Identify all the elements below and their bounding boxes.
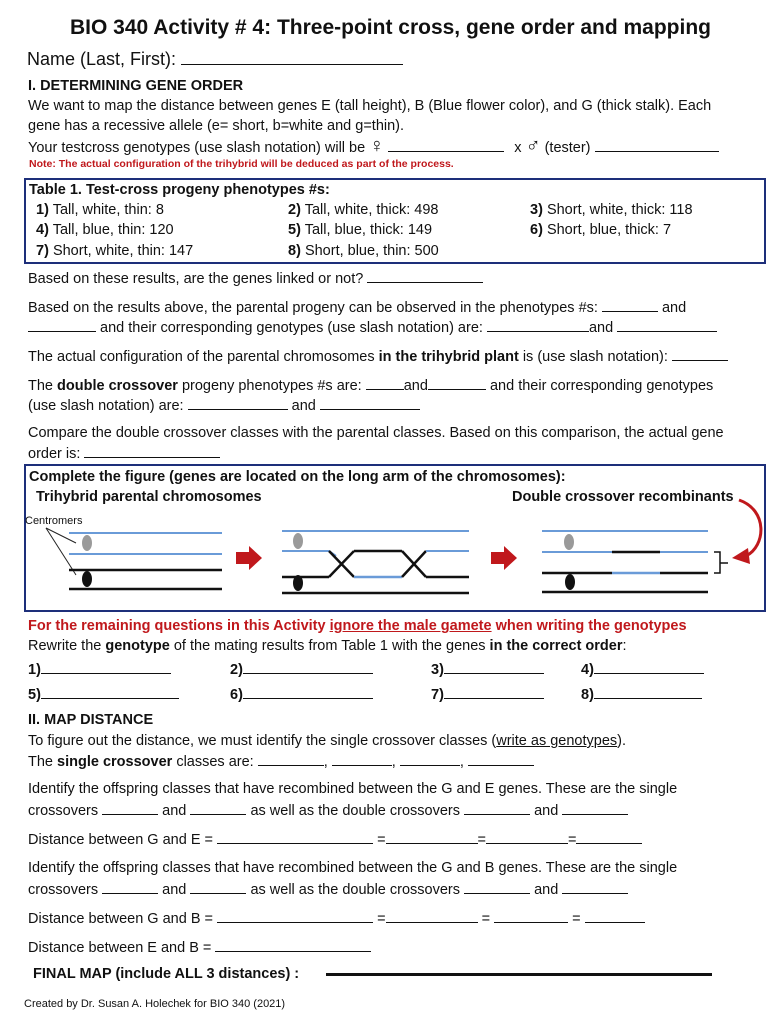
rewrite-answer: 5)	[28, 684, 179, 704]
dco-phenotype-blank[interactable]	[366, 375, 404, 390]
dist-ge-blank[interactable]	[486, 829, 568, 844]
parental-question-line1: Based on the results above, the parental progeny can be observed in the phenotypes #s: and	[28, 297, 686, 317]
intro-line-1: We want to map the distance between genes E (tall height), B (Blue flower color), and G (thick stalk). Each	[28, 98, 712, 114]
dist-gb-blank[interactable]	[386, 908, 478, 923]
dist-eb-line: Distance between E and B =	[28, 937, 371, 957]
dist-gb-blank[interactable]	[217, 908, 373, 923]
dco-phenotype-blank[interactable]	[428, 375, 486, 390]
male-symbol-icon: ♂	[525, 135, 541, 157]
actual-config-blank[interactable]	[672, 346, 728, 361]
name-label	[27, 49, 403, 70]
rewrite-blank[interactable]	[594, 684, 702, 699]
sco-blank[interactable]	[400, 751, 460, 766]
curved-arrow-head-icon	[732, 548, 750, 564]
rewrite-blank[interactable]	[41, 684, 179, 699]
gb-sco-blank[interactable]	[190, 879, 246, 894]
dist-ge-blank[interactable]	[576, 829, 642, 844]
table1-item: 2) Tall, white, thick: 498	[288, 202, 439, 218]
parental-genotype-blank[interactable]	[617, 317, 717, 332]
centromere-black	[82, 571, 92, 587]
centromeres-label: Centromers	[25, 515, 83, 527]
dco-question-line1: The double crossover progeny phenotypes #s are: and and their corresponding genotypes	[28, 375, 713, 395]
figure-left-label: Trihybrid parental chromosomes	[36, 489, 262, 505]
dco-question-line2: (use slash notation) are: and	[28, 395, 420, 415]
compare-line2: order is:	[28, 443, 220, 463]
actual-config-question: The actual configuration of the parental chromosomes in the trihybrid plant is (use slash notation):	[28, 346, 728, 366]
parental-genotype-blank[interactable]	[487, 317, 589, 332]
compare-line1: Compare the double crossover classes with the parental classes. Based on this comparison, the actual gene	[28, 425, 724, 441]
blue-chromosome-line	[282, 551, 336, 556]
dist-ge-blank[interactable]	[217, 829, 373, 844]
rewrite-blank[interactable]	[243, 684, 373, 699]
map-line1: To figure out the distance, we must identify the single crossover classes (write as genotypes).	[28, 733, 627, 749]
name-blank[interactable]	[181, 50, 403, 65]
table1-title: Table 1. Test-cross progeny phenotypes #s:	[29, 182, 330, 198]
gene-order-blank[interactable]	[84, 443, 220, 458]
curved-arrow-icon	[739, 500, 761, 556]
rewrite-answer: 6)	[230, 684, 373, 704]
parental-phenotype-blank[interactable]	[602, 297, 658, 312]
dist-gb-blank[interactable]	[494, 908, 568, 923]
gb-sco-blank[interactable]	[102, 879, 158, 894]
ge-sco-blank[interactable]	[190, 800, 246, 815]
final-map-label: FINAL MAP (include ALL 3 distances) :	[33, 966, 300, 982]
rewrite-answer: 2)	[230, 659, 373, 679]
table1-item: 1) Tall, white, thin: 8	[36, 202, 164, 218]
centromere-black	[565, 574, 575, 590]
tester-genotype-blank[interactable]	[595, 137, 719, 152]
figure-title: Complete the figure (genes are located on the long arm of the chromosomes):	[29, 469, 566, 485]
table1-item: 7) Short, white, thin: 147	[36, 243, 194, 259]
table1-item: 8) Short, blue, thin: 500	[288, 243, 439, 259]
page-title: BIO 340 Activity # 4: Three-point cross, gene order and mapping	[69, 16, 712, 39]
rewrite-blank[interactable]	[444, 684, 544, 699]
ge-dco-blank[interactable]	[562, 800, 628, 815]
rewrite-answer: 1)	[28, 659, 171, 679]
linked-question: Based on these results, are the genes linked or not?	[28, 268, 483, 288]
centromere-gray	[82, 535, 92, 551]
intro-line-2: gene has a recessive allele (e= short, b=white and g=thin).	[28, 118, 405, 134]
chromosome-figure	[24, 464, 766, 612]
ge-sco-blank[interactable]	[102, 800, 158, 815]
rewrite-blank[interactable]	[594, 659, 704, 674]
remaining-instruction: For the remaining questions in this Activity ignore the male gamete when writing the genotypes	[28, 618, 687, 634]
dist-eb-blank[interactable]	[215, 937, 371, 952]
arrow-right-icon	[236, 546, 262, 570]
rewrite-blank[interactable]	[444, 659, 544, 674]
gb-line2: crossovers and as well as the double crossovers and	[28, 879, 628, 899]
section2-heading: II. MAP DISTANCE	[28, 712, 154, 728]
map-line2: The single crossover classes are: , , ,	[28, 751, 534, 771]
female-symbol-icon: ♀	[369, 135, 385, 157]
rewrite-answer: 4)	[581, 659, 704, 679]
section1-heading: I. DETERMINING GENE ORDER	[28, 78, 244, 94]
cross-symbol: x	[514, 140, 522, 156]
gb-line1: Identify the offspring classes that have recombined between the G and B genes. These are the single	[28, 860, 678, 876]
rewrite-answer: 7)	[431, 684, 544, 704]
arrow-right-icon	[491, 546, 517, 570]
parental-phenotype-blank[interactable]	[28, 317, 96, 332]
ge-line2: crossovers and as well as the double crossovers and	[28, 800, 628, 820]
tester-label: (tester)	[544, 140, 591, 156]
gb-dco-blank[interactable]	[464, 879, 530, 894]
note-text: Note: The actual configuration of the trihybrid will be deduced as part of the process.	[29, 158, 454, 170]
bracket-icon	[714, 552, 728, 573]
centromere-gray	[564, 534, 574, 550]
gb-dco-blank[interactable]	[562, 879, 628, 894]
ge-line1: Identify the offspring classes that have recombined between the G and E genes. These are the single	[28, 781, 678, 797]
centromere-gray	[293, 533, 303, 549]
table1-item: 6) Short, blue, thick: 7	[530, 222, 672, 238]
sco-blank[interactable]	[468, 751, 534, 766]
sco-blank[interactable]	[258, 751, 324, 766]
table1-item: 3) Short, white, thick: 118	[530, 202, 693, 218]
final-map-line[interactable]	[326, 973, 712, 976]
linked-blank[interactable]	[367, 268, 483, 283]
dist-ge-blank[interactable]	[386, 829, 478, 844]
female-genotype-blank[interactable]	[388, 137, 504, 152]
name-label-text: Name (Last, First):	[27, 49, 177, 69]
rewrite-instruction: Rewrite the genotype of the mating results from Table 1 with the genes in the correct order:	[28, 638, 627, 654]
sco-blank[interactable]	[332, 751, 392, 766]
dist-gb-line: Distance between G and B = = = =	[28, 908, 645, 928]
rewrite-blank[interactable]	[41, 659, 171, 674]
ge-dco-blank[interactable]	[464, 800, 530, 815]
rewrite-blank[interactable]	[243, 659, 373, 674]
dist-ge-line: Distance between G and E = = = =	[28, 829, 642, 849]
rewrite-answer: 8)	[581, 684, 702, 704]
figure-right-label: Double crossover recombinants	[512, 489, 734, 505]
centromere-black	[293, 575, 303, 591]
dco-genotype-blank[interactable]	[188, 395, 288, 410]
table1-item: 5) Tall, blue, thick: 149	[288, 222, 433, 238]
rewrite-answer: 3)	[431, 659, 544, 679]
testcross-label: Your testcross genotypes (use slash notation) will be	[28, 140, 366, 156]
dco-genotype-blank[interactable]	[320, 395, 420, 410]
testcross-line	[28, 137, 719, 157]
footer-credit: Created by Dr. Susan A. Holechek for BIO 340 (2021)	[24, 998, 286, 1010]
parental-question-line2: and their corresponding genotypes (use slash notation) are: and	[28, 317, 717, 337]
dist-gb-blank[interactable]	[585, 908, 645, 923]
table1-item: 4) Tall, blue, thin: 120	[36, 222, 174, 238]
